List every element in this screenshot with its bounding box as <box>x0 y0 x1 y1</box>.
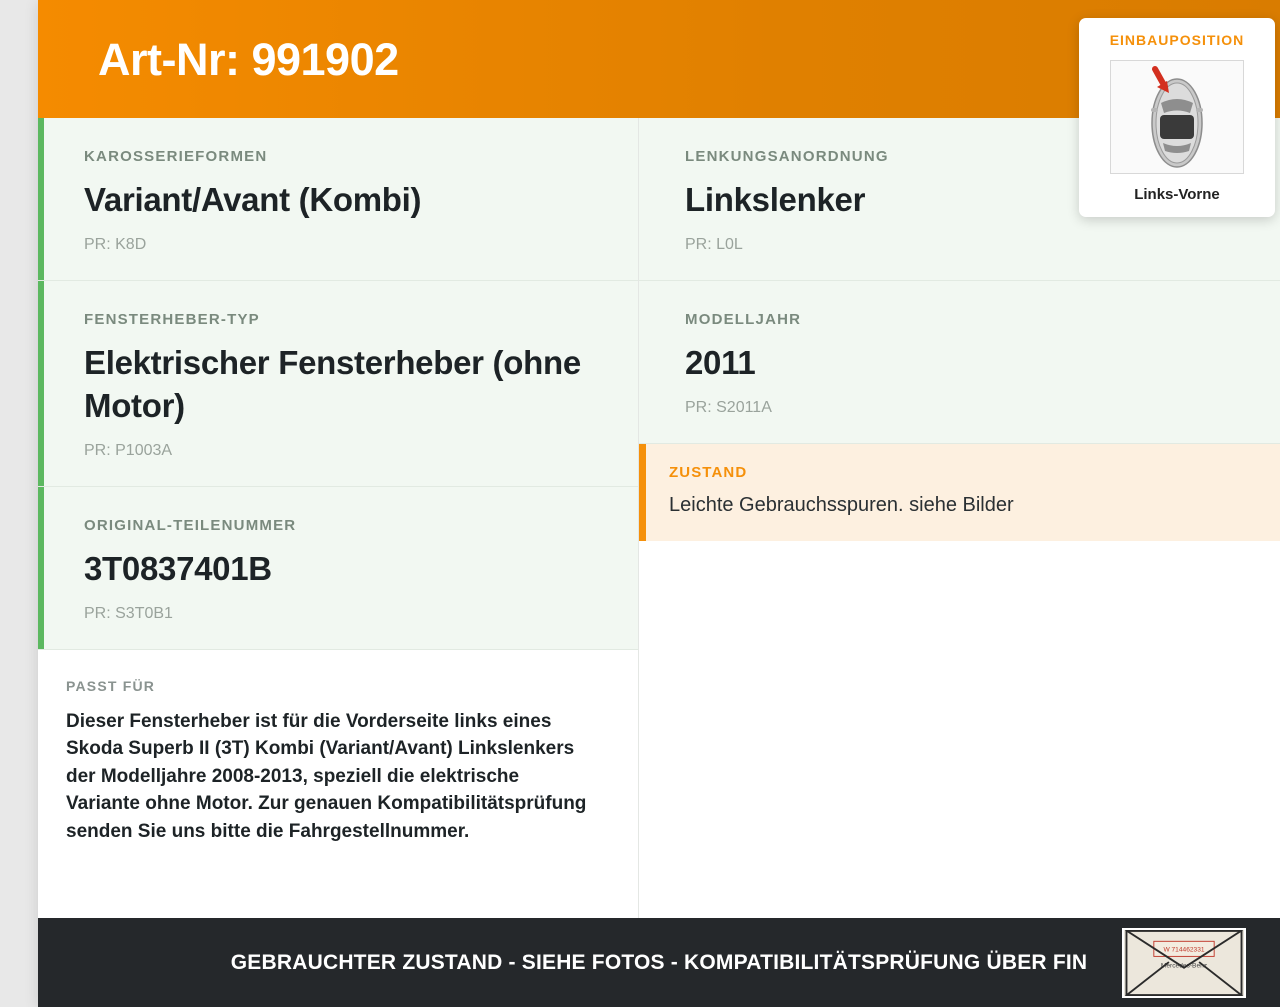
spec-label: MODELLJAHR <box>685 310 802 328</box>
page-title: Art-Nr: 991902 <box>98 33 399 85</box>
spec-cell-model-year <box>639 281 1280 444</box>
installation-position-caption: Links-Vorne <box>1134 186 1220 203</box>
footer-bar <box>38 918 1280 1007</box>
spec-value: Variant/Avant (Kombi) <box>84 181 422 218</box>
spec-pr-code: PR: L0L <box>685 235 743 253</box>
condition-banner <box>639 444 1280 541</box>
condition-value: Leichte Gebrauchsspuren. siehe Bilder <box>669 493 1014 516</box>
envelope-icon-svg <box>1124 930 1244 996</box>
listing-sheet <box>38 0 1280 1007</box>
fits-for-text: Dieser Fensterheber ist für die Vorderseite links eines Skoda Superb II (3T) Kombi (Variant/Avant) Linkslenkers der Modelljahre 2008-2013, speziell die elektrische Variante ohne Motor. Zur genauen Kompatibilitätsprüfung senden Sie uns bitte die Fahrgestellnummer. <box>66 710 587 842</box>
fits-for-label: PASST FÜR <box>66 677 156 694</box>
installation-position-title: EINBAUPOSITION <box>1109 32 1245 48</box>
spec-label: ORIGINAL-TEILENUMMER <box>84 516 297 534</box>
car-top-view-icon <box>1110 60 1244 174</box>
spec-column-left <box>38 118 639 918</box>
spec-value: Elektrischer Fensterheber (ohne Motor) <box>84 343 581 424</box>
spec-pr-code: PR: S3T0B1 <box>84 604 173 622</box>
car-diagram-svg <box>1111 61 1243 173</box>
installation-position-card <box>1079 18 1275 217</box>
svg-text:Mercedes-Benz: Mercedes-Benz <box>1160 962 1208 970</box>
svg-text:W 714462331: W 714462331 <box>1163 946 1205 954</box>
spec-label: FENSTERHEBER-TYP <box>84 310 260 328</box>
spec-label: LENKUNGSANORDNUNG <box>685 148 889 165</box>
envelope-label-icon <box>1122 928 1246 998</box>
spec-value: 2011 <box>685 343 756 381</box>
footer-notice: GEBRAUCHTER ZUSTAND - SIEHE FOTOS - KOMPATIBILITÄTSPRÜFUNG ÜBER FIN <box>230 950 1088 974</box>
spec-pr-code: PR: S2011A <box>685 398 772 416</box>
spec-pr-code: PR: K8D <box>84 235 147 253</box>
spec-cell-window-regulator-type <box>38 281 638 487</box>
spec-value: Linkslenker <box>685 181 866 218</box>
condition-label: ZUSTAND <box>669 463 748 481</box>
spec-pr-code: PR: P1003A <box>84 441 173 459</box>
spec-cell-oe-part-number <box>38 487 638 650</box>
fits-for-block <box>38 650 638 876</box>
spec-value: 3T0837401B <box>84 549 272 587</box>
spec-grid <box>38 118 1280 918</box>
spec-label: KAROSSERIEFORMEN <box>84 148 268 165</box>
spec-cell-body-style <box>38 118 638 281</box>
spec-column-right <box>639 118 1280 918</box>
